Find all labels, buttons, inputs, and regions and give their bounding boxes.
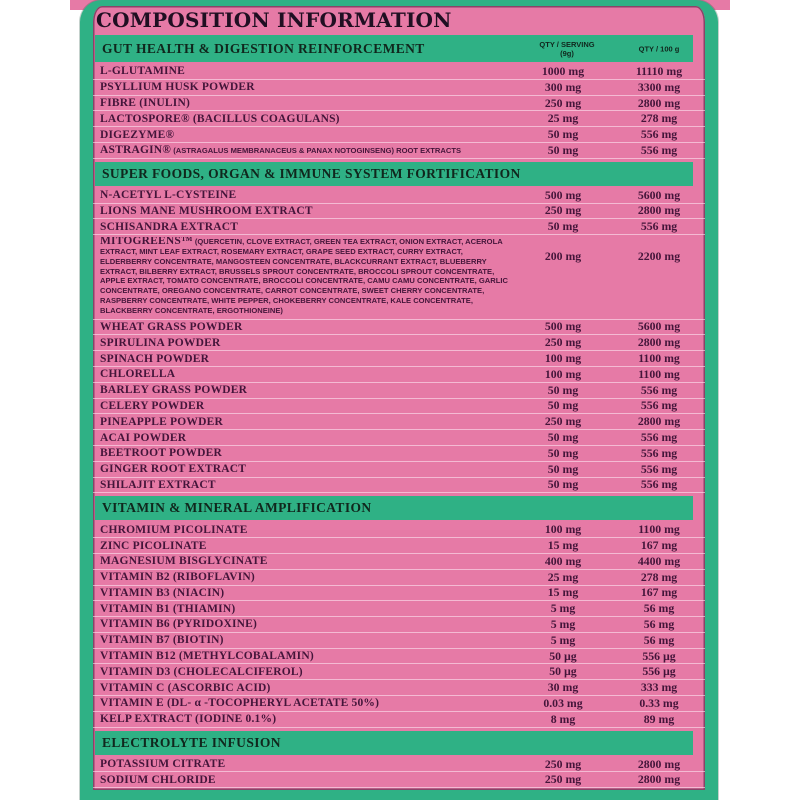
ingredient-name-main: FIBRE (INULIN) [100,96,191,109]
ingredient-row [93,383,705,399]
ingredient-name-main: VITAMIN B3 (NIACIN) [100,586,225,599]
qty-per-100g: 556 mg [640,461,678,476]
qty-per-100g: 2800 mg [637,414,681,429]
qty-per-serving: 50 mg [547,127,579,142]
ingredient-row [93,712,705,728]
ingredient-name-main: PSYLLIUM HUSK POWDER [100,81,255,94]
ingredient-name [100,368,513,380]
ingredient-name [100,81,513,93]
ingredient-row [93,188,705,204]
ingredient-name [100,400,513,412]
section-header [95,731,693,755]
ingredient-name-main: ACAI POWDER [100,431,187,444]
section-header-label: GUT HEALTH & DIGESTION REINFORCEMENT [102,40,425,56]
section-header [95,35,693,62]
qty-per-100g: 556 µg [642,664,676,679]
ingredient-row [93,80,705,96]
panel-content [93,6,705,800]
ingredient-row [93,367,705,383]
ingredient-name [100,540,513,552]
section-rows [93,522,705,727]
ingredient-name [100,416,513,428]
ingredient-name-main: CELERY POWDER [100,399,205,412]
ingredient-name-main: VITAMIN C (ASCORBIC ACID) [100,681,271,694]
ingredient-row [93,617,705,633]
ingredient-name [100,205,513,217]
ingredient-row [93,554,705,570]
qty-per-serving: 50 µg [549,648,577,663]
qty-per-serving: 30 mg [547,680,579,695]
section-header [95,496,693,520]
qty-per-serving: 25 mg [547,569,579,584]
ingredient-row [93,399,705,415]
ingredient-name-detail: (ASTRAGALUS MEMBRANACEUS & PANAX NOTOGINSENG) ROOT EXTRACTS [171,146,462,156]
qty-per-100g: 11110 mg [635,63,683,78]
ingredient-row [93,446,705,462]
ingredient-row [93,570,705,586]
qty-per-serving: 250 mg [544,335,582,350]
ingredient-name [100,221,513,233]
qty-per-100g: 556 mg [640,219,678,234]
ingredient-name-main: VITAMIN B7 (BIOTIN) [100,634,224,647]
qty-per-100g: 1100 mg [638,351,680,366]
qty-per-serving: 50 mg [547,398,579,413]
ingredient-name-main: KELP EXTRACT (IODINE 0.1%) [100,713,277,726]
ingredient-name-main: VITAMIN B12 (METHYLCOBALAMIN) [100,650,314,663]
section-header [95,162,693,186]
ingredient-name [100,758,513,770]
ingredient-name-main: ZINC PICOLINATE [100,539,207,552]
qty-per-serving: 50 mg [547,142,579,157]
qty-per-serving: 25 mg [547,111,579,126]
qty-per-100g: 167 mg [640,538,678,553]
qty-per-100g: 56 mg [643,632,675,647]
ingredient-name-main: CHLORELLA [100,368,176,381]
qty-per-100g: 2800 mg [637,772,681,787]
ingredient-name [100,113,513,125]
qty-per-serving: 1000 mg [541,63,585,78]
section-rows [93,188,705,494]
ingredient-name [100,144,513,156]
ingredient-name-main: SCHISANDRA EXTRACT [100,220,239,233]
ingredient-name [100,790,513,800]
qty-per-serving: 50 mg [547,219,579,234]
ingredient-name-main: VITAMIN B2 (RIBOFLAVIN) [100,571,255,584]
qty-per-serving: 0.03 mg [543,695,583,710]
ingredient-name-main: CHROMIUM PICOLINATE [100,523,248,536]
qty-per-100g: 2800 mg [637,95,681,110]
section-rows [93,757,705,800]
ingredient-row [93,143,705,159]
qty-per-100g: 3300 mg [637,79,681,94]
ingredient-name [100,321,513,333]
qty-per-100g: 167 mg [640,585,678,600]
qty-per-100g: 556 mg [640,142,678,157]
qty-per-100g: 5600 mg [637,187,681,202]
ingredient-name [100,479,513,491]
ingredient-row [93,462,705,478]
section-header-label: SUPER FOODS, ORGAN & IMMUNE SYSTEM FORTIFICATION [102,165,521,181]
ingredient-name [100,571,513,583]
column-header-qty-100g: QTY / 100 g [638,44,680,53]
qty-per-serving: 5 mg [550,632,576,647]
qty-per-serving: 50 mg [547,430,579,445]
ingredient-name [100,447,513,459]
qty-per-serving: 15 mg [547,538,579,553]
qty-per-serving: 8 mg [550,711,576,726]
ingredient-name-main: MITOGREENS™ [100,237,193,248]
ingredient-row [93,351,705,367]
qty-per-100g: 556 mg [640,398,678,413]
ingredient-name [100,634,513,646]
page-title: COMPOSITION INFORMATION [96,8,452,32]
ingredient-name [100,97,513,109]
column-header-qty-serving-line2: (9g) [560,48,574,58]
ingredient-row [93,430,705,446]
ingredient-name-main: SPIRULINA POWDER [100,336,221,349]
ingredient-name-main: ASTRAGIN® [100,144,172,157]
ingredient-name-main: SHILAJIT EXTRACT [100,478,216,491]
qty-per-serving: 5 mg [550,617,576,631]
ingredient-row [93,111,705,127]
qty-per-100g: 556 mg [640,445,678,460]
qty-per-100g: 556 mg [640,430,678,445]
qty-per-serving: 200 mg [544,249,582,264]
ingredient-name [100,432,513,444]
qty-per-serving: 250 mg [544,414,582,429]
ingredient-row [93,696,705,712]
sections-container [93,35,705,800]
qty-per-100g: 2800 mg [637,335,681,350]
qty-per-100g: 333 mg [640,680,678,695]
ingredient-name [100,697,513,709]
ingredient-row [93,127,705,143]
qty-per-serving: 50 mg [547,461,579,476]
qty-per-100g: 278 mg [640,111,678,126]
ingredient-row [93,757,705,773]
qty-per-100g: 1100 mg [638,522,680,537]
qty-per-serving: 250 mg [544,95,582,110]
qty-per-100g: 556 µg [642,648,676,663]
ingredient-name-main: PINEAPPLE POWDER [100,415,223,428]
qty-per-100g: 4400 mg [637,553,681,568]
ingredient-row [93,538,705,554]
ingredient-row [93,335,705,351]
ingredient-name-main: VITAMIN B6 (PYRIDOXINE) [100,618,258,631]
ingredient-name [100,618,513,630]
section-header-label: ELECTROLYTE INFUSION [102,734,281,750]
ingredient-name-main: L-GLUTAMINE [100,65,186,78]
ingredient-name [100,713,513,725]
qty-per-serving: 50 mg [547,445,579,460]
ingredient-name [100,65,513,77]
ingredient-name-main: WHEAT GRASS POWDER [100,320,243,333]
qty-per-100g: 2200 mg [637,249,681,264]
qty-per-serving: 15 mg [547,585,579,600]
qty-per-serving: 250 mg [544,203,582,218]
section-rows [93,64,705,159]
ingredient-row [93,633,705,649]
qty-per-100g: 1100 mg [638,366,680,381]
ingredient-row [93,64,705,80]
composition-panel [80,0,718,800]
qty-per-100g: 2800 mg [637,788,681,800]
ingredient-row [93,219,705,235]
ingredient-row [93,586,705,602]
ingredient-name [100,650,513,662]
qty-per-100g: 278 mg [640,569,678,584]
ingredient-name-main: MAGNESIUM BISGLYCINATE [100,555,268,568]
qty-per-serving: 5 mg [550,601,576,616]
ingredient-name [100,666,513,678]
ingredient-row [93,320,705,336]
qty-per-serving: 100 mg [544,366,582,381]
ingredient-name-main: BARLEY GRASS POWDER [100,384,248,397]
column-header-qty-serving [539,40,594,58]
ingredient-row [93,772,705,788]
qty-per-100g: 0.33 mg [639,695,679,710]
qty-per-100g: 56 mg [643,617,675,631]
ingredient-name [100,129,513,141]
ingredient-name [100,587,513,599]
qty-per-serving: 300 mg [544,79,582,94]
ingredient-name [100,603,513,615]
ingredient-row [93,649,705,665]
ingredient-row [93,235,705,319]
ingredient-row [93,204,705,220]
ingredient-name-main: POTASSIUM CITRATE [100,758,226,771]
qty-per-serving: 500 mg [544,319,582,334]
ingredient-row [93,478,705,494]
ingredient-name [100,524,513,536]
qty-per-serving: 100 mg [544,351,582,366]
ingredient-row [93,601,705,617]
qty-per-100g: 556 mg [640,477,678,492]
ingredient-row [93,664,705,680]
ingredient-name-main: VITAMIN E (DL- α -TOCOPHERYL ACETATE 50%) [100,697,380,710]
ingredient-name [100,353,513,365]
ingredient-name-main: CALCIUM CITRATE [100,789,214,800]
ingredient-row [93,522,705,538]
qty-per-serving: 50 mg [547,382,579,397]
qty-per-serving: 250 mg [544,788,582,800]
qty-per-serving: 250 mg [544,756,582,771]
qty-per-100g: 2800 mg [637,756,681,771]
ingredient-name-main: LIONS MANE MUSHROOM EXTRACT [100,204,313,217]
qty-per-100g: 5600 mg [637,319,681,334]
qty-per-100g: 89 mg [643,711,675,726]
qty-per-100g: 556 mg [640,382,678,397]
ingredient-name [100,463,513,475]
ingredient-name [100,384,513,396]
section-header-label: VITAMIN & MINERAL AMPLIFICATION [102,500,372,516]
ingredient-name-main: GINGER ROOT EXTRACT [100,463,247,476]
ingredient-name-main: VITAMIN B1 (THIAMIN) [100,602,236,615]
column-header-qty-serving-line1: QTY / SERVING [539,39,595,49]
ingredient-row [93,680,705,696]
qty-per-100g: 2800 mg [637,203,681,218]
ingredient-row [93,414,705,430]
ingredient-name [100,337,513,349]
ingredient-name-main: SPINACH POWDER [100,352,210,365]
qty-per-serving: 50 µg [549,664,577,679]
ingredient-name [100,555,513,567]
ingredient-name [100,682,513,694]
qty-per-serving: 250 mg [544,772,582,787]
ingredient-name-main: VITAMIN D3 (CHOLECALCIFEROL) [100,665,303,678]
ingredient-name [100,189,513,201]
ingredient-name [100,237,513,315]
qty-per-100g: 56 mg [643,601,675,616]
ingredient-name-detail: (QUERCETIN, CLOVE EXTRACT, GREEN TEA EXTRACT, ONION EXTRACT, ACEROLA EXTRACT, MINT LEAF EXTRACT, ROSEMARY EXTRACT, GRAPE SEED EXTRACT, CURRY EXTRACT, ELDERBERRY CONCENTRATE, MANGOSTEEN CONCENTRATE, BLACKCURRANT EXTRACT, BLUEBERRY EXTRACT, BILBERRY EXTRACT, BRUSSELS SPROUT CONCENTRATE, BROCCOLI SPROUT CONCENTRATE, APPLE EXTRACT, TOMATO CONCENTRATE, BROCCOLI CONCENTRATE, CAMU CAMU CONCENTRATE, GARLIC CONCENTRATE, OREGANO CONCENTRATE, CARROT CONCENTRATE, SWEET CHERRY CONCENTRATE, RASPBERRY CONCENTRATE, WHITE PEPPER, CHOKEBERRY CONCENTRATE, KALE CONCENTRATE, BLACKBERRY CONCENTRATE, ERGOTHIONEINE) [100,237,508,315]
ingredient-name-main: BEETROOT POWDER [100,447,222,460]
ingredient-name-main: N-ACETYL L-CYSTEINE [100,189,237,202]
qty-per-serving: 50 mg [547,477,579,492]
ingredient-row [93,96,705,112]
qty-per-serving: 400 mg [544,553,582,568]
ingredient-row [93,788,705,800]
ingredient-name-main: LACTOSPORE® (BACILLUS COAGULANS) [100,112,340,125]
ingredient-name-main: DIGEZYME® [100,128,175,141]
qty-per-serving: 100 mg [544,522,582,537]
qty-per-100g: 556 mg [640,127,678,142]
qty-per-serving: 500 mg [544,187,582,202]
ingredient-name [100,774,513,786]
ingredient-name-main: SODIUM CHLORIDE [100,773,216,786]
